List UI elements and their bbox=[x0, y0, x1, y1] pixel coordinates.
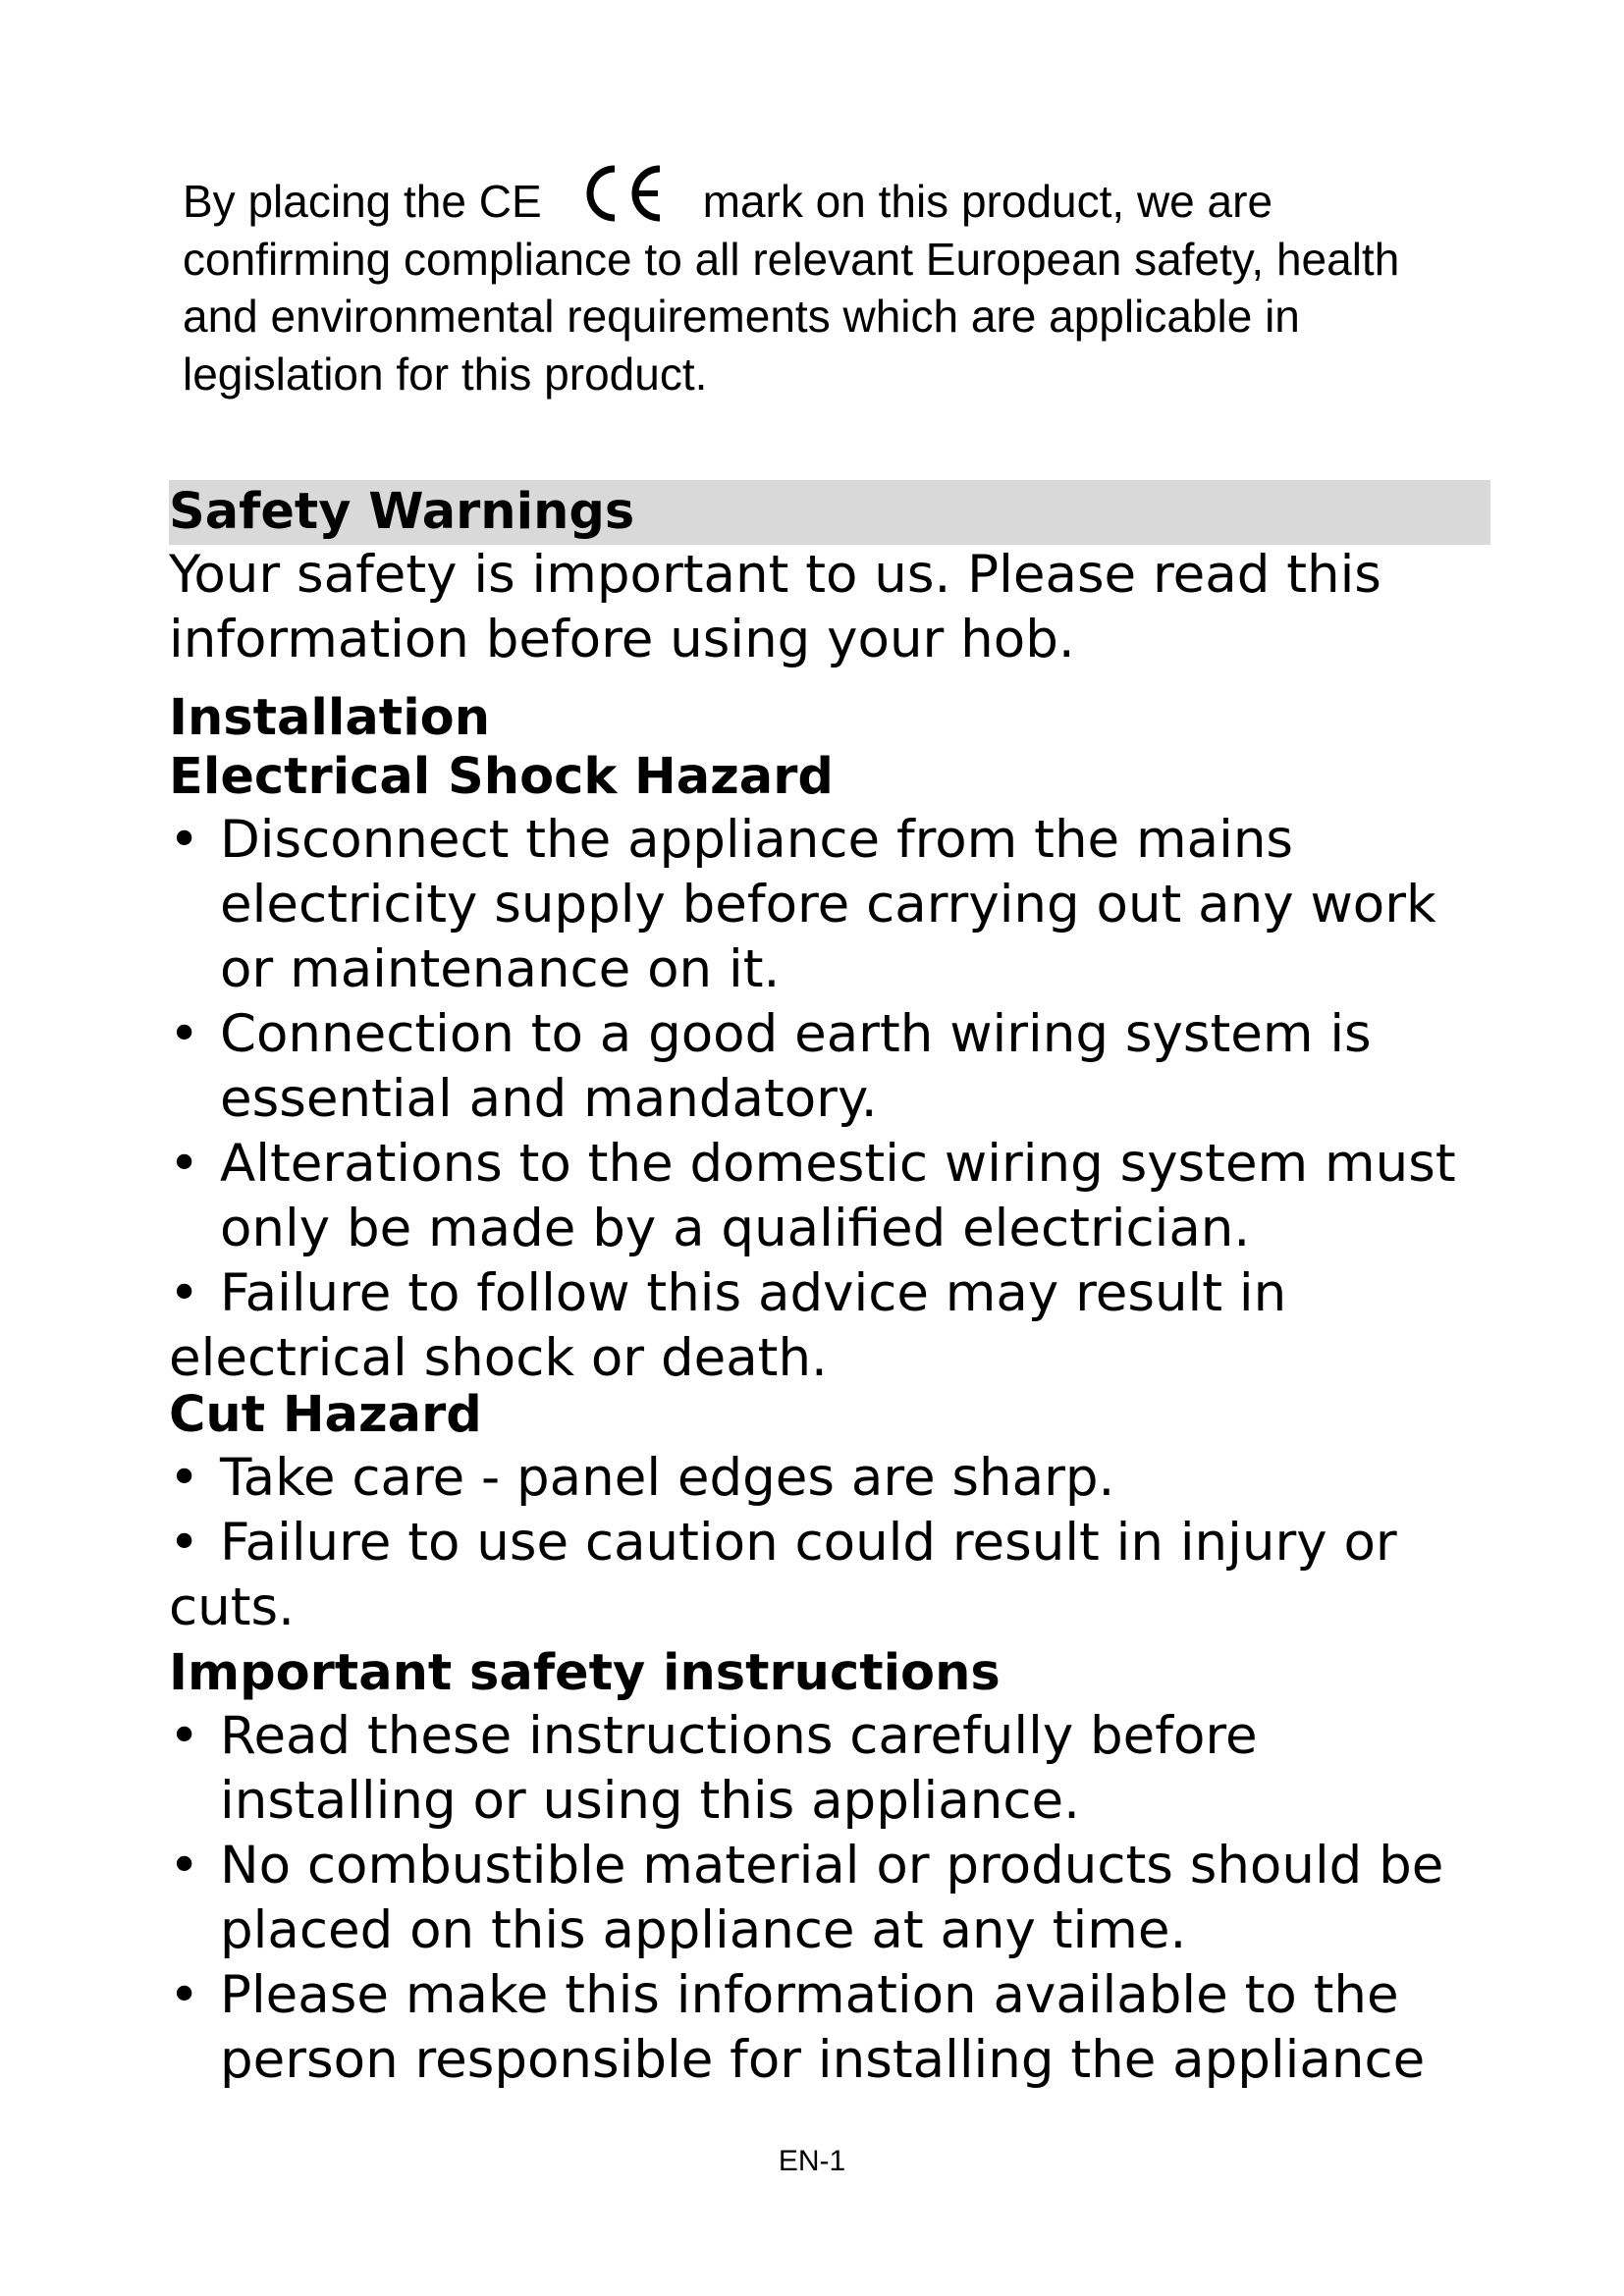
list-item: • Connection to a good earth wiring system is essential and mandatory. bbox=[169, 1004, 1372, 1129]
safety-intro-line-2: information before using your hob. bbox=[169, 610, 1075, 669]
list-item: • No combustible material or products should be placed on this appliance at any time. bbox=[169, 1836, 1444, 1960]
list-item: • Disconnect the appliance from the mains electricity supply before carrying out any work or maintenance on it. bbox=[169, 810, 1436, 999]
ce-line-2: confirming compliance to all relevant European safety, health bbox=[183, 233, 1400, 285]
list-item: • Failure to follow this advice may result in electrical shock or death. bbox=[169, 1263, 1287, 1388]
cut-hazard-heading: Cut Hazard bbox=[169, 1386, 482, 1444]
important-instructions-heading: Important safety instructions bbox=[169, 1644, 1001, 1702]
ce-text-before-mark: By placing the CE bbox=[183, 176, 542, 227]
bullet-icon: • bbox=[169, 1263, 200, 1323]
bullet-icon: • bbox=[169, 1513, 200, 1573]
list-item: • Read these instructions carefully before installing or using this appliance. bbox=[169, 1706, 1258, 1831]
page-number: EN-1 bbox=[778, 2145, 846, 2177]
ce-text-after-mark: mark on this product, we are bbox=[702, 176, 1273, 227]
ce-line-4: legislation for this product. bbox=[183, 347, 708, 400]
list-item: • Failure to use caution could result in injury or cuts. bbox=[169, 1513, 1397, 1637]
bullet-icon: • bbox=[169, 1004, 200, 1064]
ce-compliance-paragraph bbox=[183, 173, 1518, 402]
bullet-icon: • bbox=[169, 1448, 200, 1508]
list-item: • Please make this information available to the person responsible for installing the appliance bbox=[169, 1965, 1426, 2090]
bullet-icon: • bbox=[169, 1134, 200, 1194]
installation-heading: Installation bbox=[169, 689, 491, 747]
bullet-icon: • bbox=[169, 810, 200, 870]
bullet-icon: • bbox=[169, 1836, 200, 1896]
bullet-icon: • bbox=[169, 1706, 200, 1766]
list-item: • Take care - panel edges are sharp. bbox=[169, 1446, 1563, 1511]
list-item: • Alterations to the domestic wiring system must only be made by a qualified electrician. bbox=[169, 1134, 1456, 1258]
bullet-icon: • bbox=[169, 1965, 200, 2025]
electrical-shock-list bbox=[169, 808, 1563, 1391]
safety-intro-line-1: Your safety is important to us. Please read this bbox=[169, 545, 1381, 605]
ce-line-1 bbox=[183, 173, 1518, 231]
electrical-shock-heading: Electrical Shock Hazard bbox=[169, 748, 834, 806]
cut-hazard-list bbox=[169, 1446, 1563, 1640]
important-instructions-list bbox=[169, 1704, 1563, 2093]
ce-line-3: and environmental requirements which are applicable in bbox=[183, 291, 1300, 342]
ce-mark-icon bbox=[575, 165, 666, 222]
safety-warnings-title: Safety Warnings bbox=[169, 483, 635, 541]
